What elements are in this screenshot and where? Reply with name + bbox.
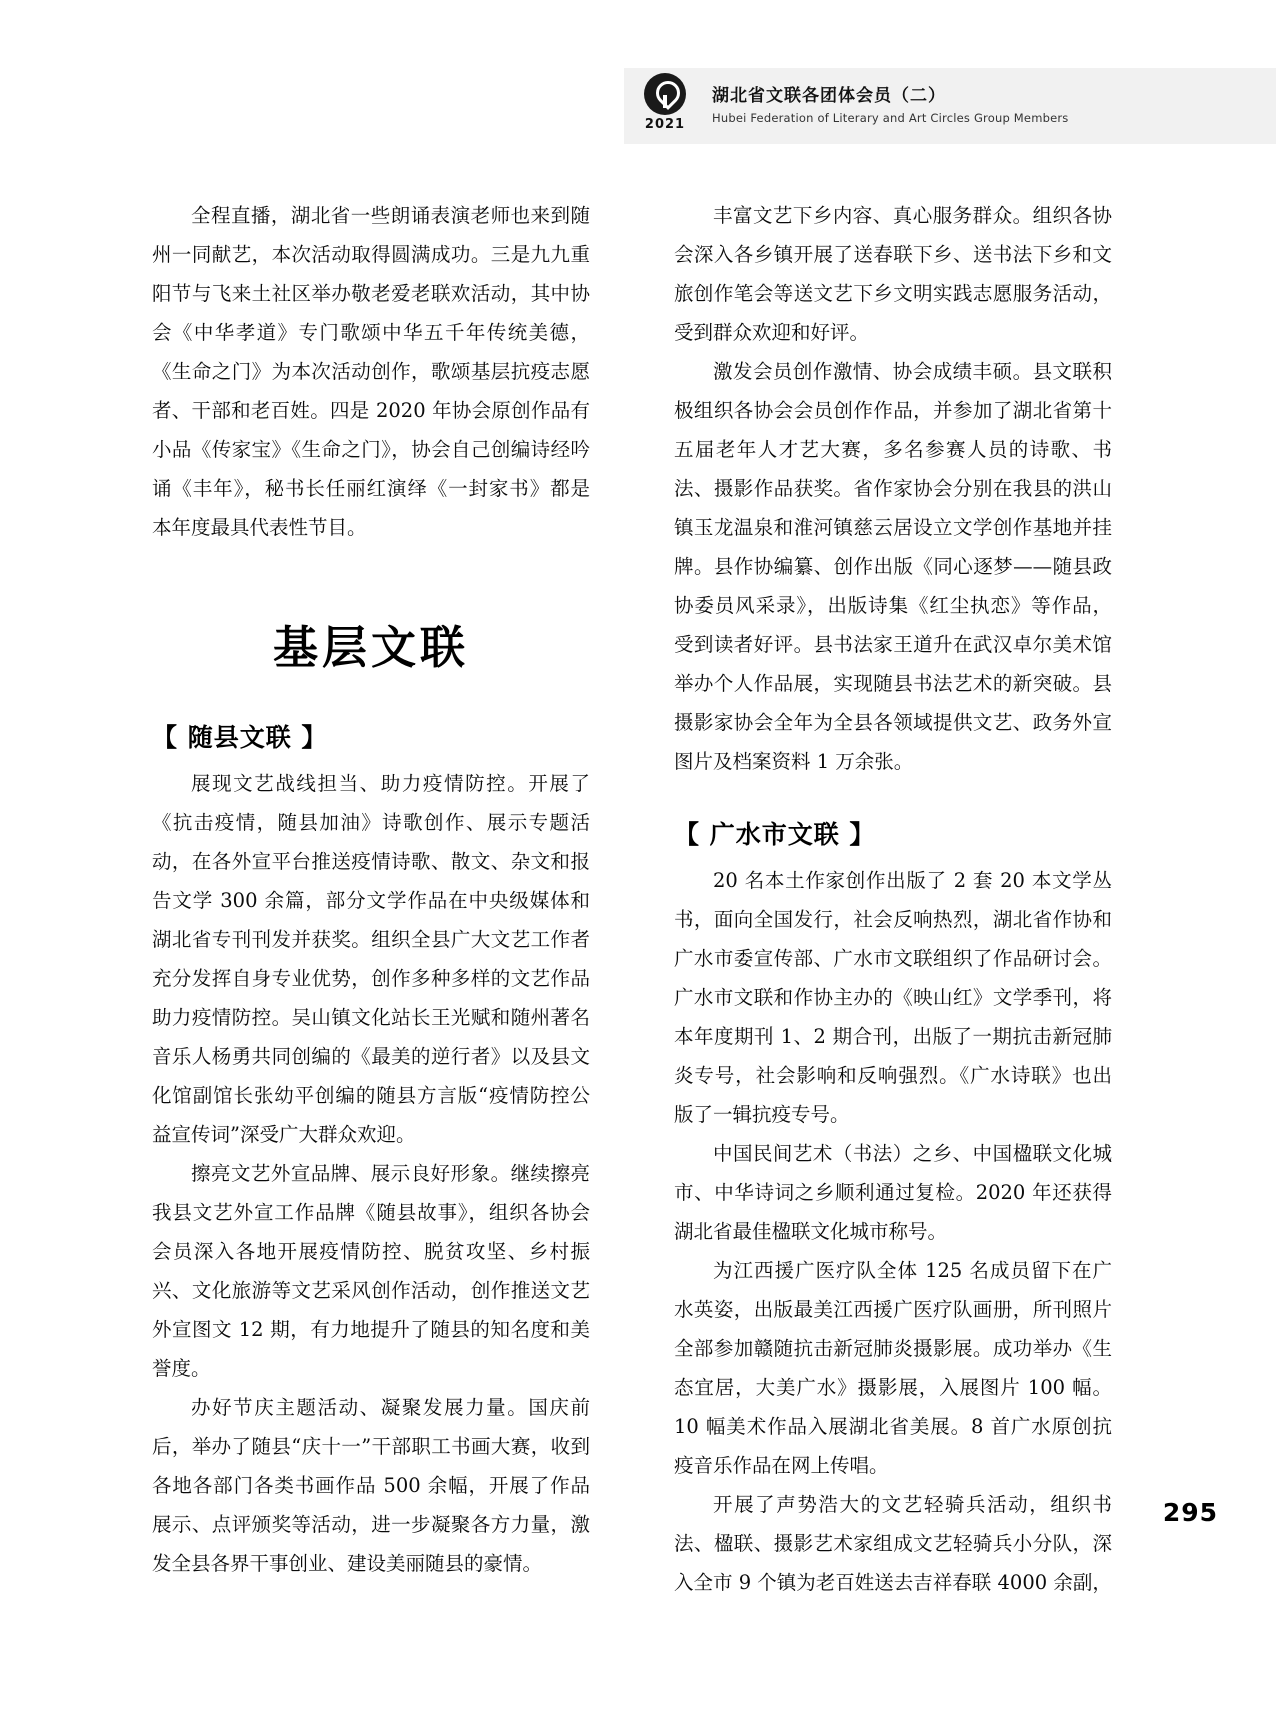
paragraph: 开展了声势浩大的文艺轻骑兵活动，组织书法、楹联、摄影艺术家组成文艺轻骑兵小分队，深入全市 9 个镇为老百姓送去吉祥春联 4000 余副， (674, 1493, 1112, 1594)
header-titles (712, 85, 1069, 126)
crane-logo-icon (644, 73, 686, 115)
right-column (674, 196, 1112, 1602)
paragraph: 20 名本土作家创作出版了 2 套 20 本文学丛书，面向全国发行，社会反响热烈，湖北省作协和广水市委宣传部、广水市文联组织了作品研讨会。广水市文联和作协主办的《映山红》文学季刊，将本年度期刊 1、2 期合刊，出版了一期抗击新冠肺炎专号，社会影响和反响强烈。《广水诗联》也出版了一辑抗疫专号。 (674, 869, 1112, 1126)
header-title-english: Hubei Federation of Literary and Art Circles Group Members (712, 111, 1069, 126)
section-title: 基层文联 (272, 621, 469, 674)
page-number: 295 (1162, 1498, 1218, 1527)
paragraph: 为江西援广医疗队全体 125 名成员留下在广水英姿，出版最美江西援广医疗队画册，所刊照片全部参加赣随抗击新冠肺炎摄影展。成功举办《生态宜居，大美广水》摄影展，入展图片 100 幅。10 幅美术作品入展湖北省美展。8 首广水原创抗疫音乐作品在网上传唱。 (674, 1259, 1112, 1477)
subsection-title-guangshui: 【 广水市文联 】 (674, 820, 876, 849)
paragraph: 丰富文艺下乡内容、真心服务群众。组织各协会深入各乡镇开展了送春联下乡、送书法下乡和文旅创作笔会等送文艺下乡文明实践志愿服务活动，受到群众欢迎和好评。 (674, 204, 1112, 344)
page-header (624, 68, 1276, 144)
paragraph: 激发会员创作激情、协会成绩丰硕。县文联积极组织各协会会员创作作品，并参加了湖北省第十五届老年人才艺大赛，多名参赛人员的诗歌、书法、摄影作品获奖。省作家协会分别在我县的洪山镇玉龙温泉和淮河镇慈云居设立文学创作基地并挂牌。县作协编纂、创作出版《同心逐梦——随县政协委员风采录》，出版诗集《红尘执恋》等作品，受到读者好评。县书法家王道升在武汉卓尔美术馆举办个人作品展，实现随县书法艺术的新突破。县摄影家协会全年为全县各领域提供文艺、政务外宣图片及档案资料 1 万余张。 (674, 360, 1112, 773)
paragraph: 办好节庆主题活动、凝聚发展力量。国庆前后，举办了随县“庆十一”干部职工书画大赛，收到各地各部门各类书画作品 500 余幅，开展了作品展示、点评颁奖等活动，进一步凝聚各方力量，激发全县各界干事创业、建设美丽随县的豪情。 (152, 1396, 590, 1575)
logo-year: 2021 (644, 117, 686, 132)
subsection-title-suixian: 【 随县文联 】 (152, 723, 328, 752)
paragraph-continued: 全程直播，湖北省一些朗诵表演老师也来到随州一同献艺，本次活动取得圆满成功。三是九九重阳节与飞来土社区举办敬老爱老联欢活动，其中协会《中华孝道》专门歌颂中华五千年传统美德，《生命之门》为本次活动创作，歌颂基层抗疫志愿者、干部和老百姓。四是 2020 年协会原创作品有小品《传家宝》《生命之门》，协会自己创编诗经吟诵《丰年》，秘书长任丽红演绎《一封家书》都是本年度最具代表性节目。 (152, 204, 590, 539)
two-column-layout (152, 196, 1112, 1602)
header-title-chinese: 湖北省文联各团体会员（二） (712, 86, 946, 107)
page-body (152, 196, 1112, 1602)
paragraph: 中国民间艺术（书法）之乡、中国楹联文化城市、中华诗词之乡顺利通过复检。2020 年还获得湖北省最佳楹联文化城市称号。 (674, 1142, 1112, 1243)
publication-logo (632, 73, 698, 139)
paragraph: 展现文艺战线担当、助力疫情防控。开展了《抗击疫情，随县加油》诗歌创作、展示专题活动，在各外宣平台推送疫情诗歌、散文、杂文和报告文学 300 余篇，部分文学作品在中央级媒体和湖北省专刊刊发并获奖。组织全县广大文艺工作者充分发挥自身专业优势，创作多种多样的文艺作品助力疫情防控。吴山镇文化站长王光赋和随州著名音乐人杨勇共同创编的《最美的逆行者》以及县文化馆副馆长张幼平创编的随县方言版“疫情防控公益宣传词”深受广大群众欢迎。 (152, 772, 590, 1146)
left-column (152, 196, 590, 1602)
paragraph: 擦亮文艺外宣品牌、展示良好形象。继续擦亮我县文艺外宣工作品牌《随县故事》，组织各协会会员深入各地开展疫情防控、脱贫攻坚、乡村振兴、文化旅游等文艺采风创作活动，创作推送文艺外宣图文 12 期，有力地提升了随县的知名度和美誉度。 (152, 1162, 590, 1380)
